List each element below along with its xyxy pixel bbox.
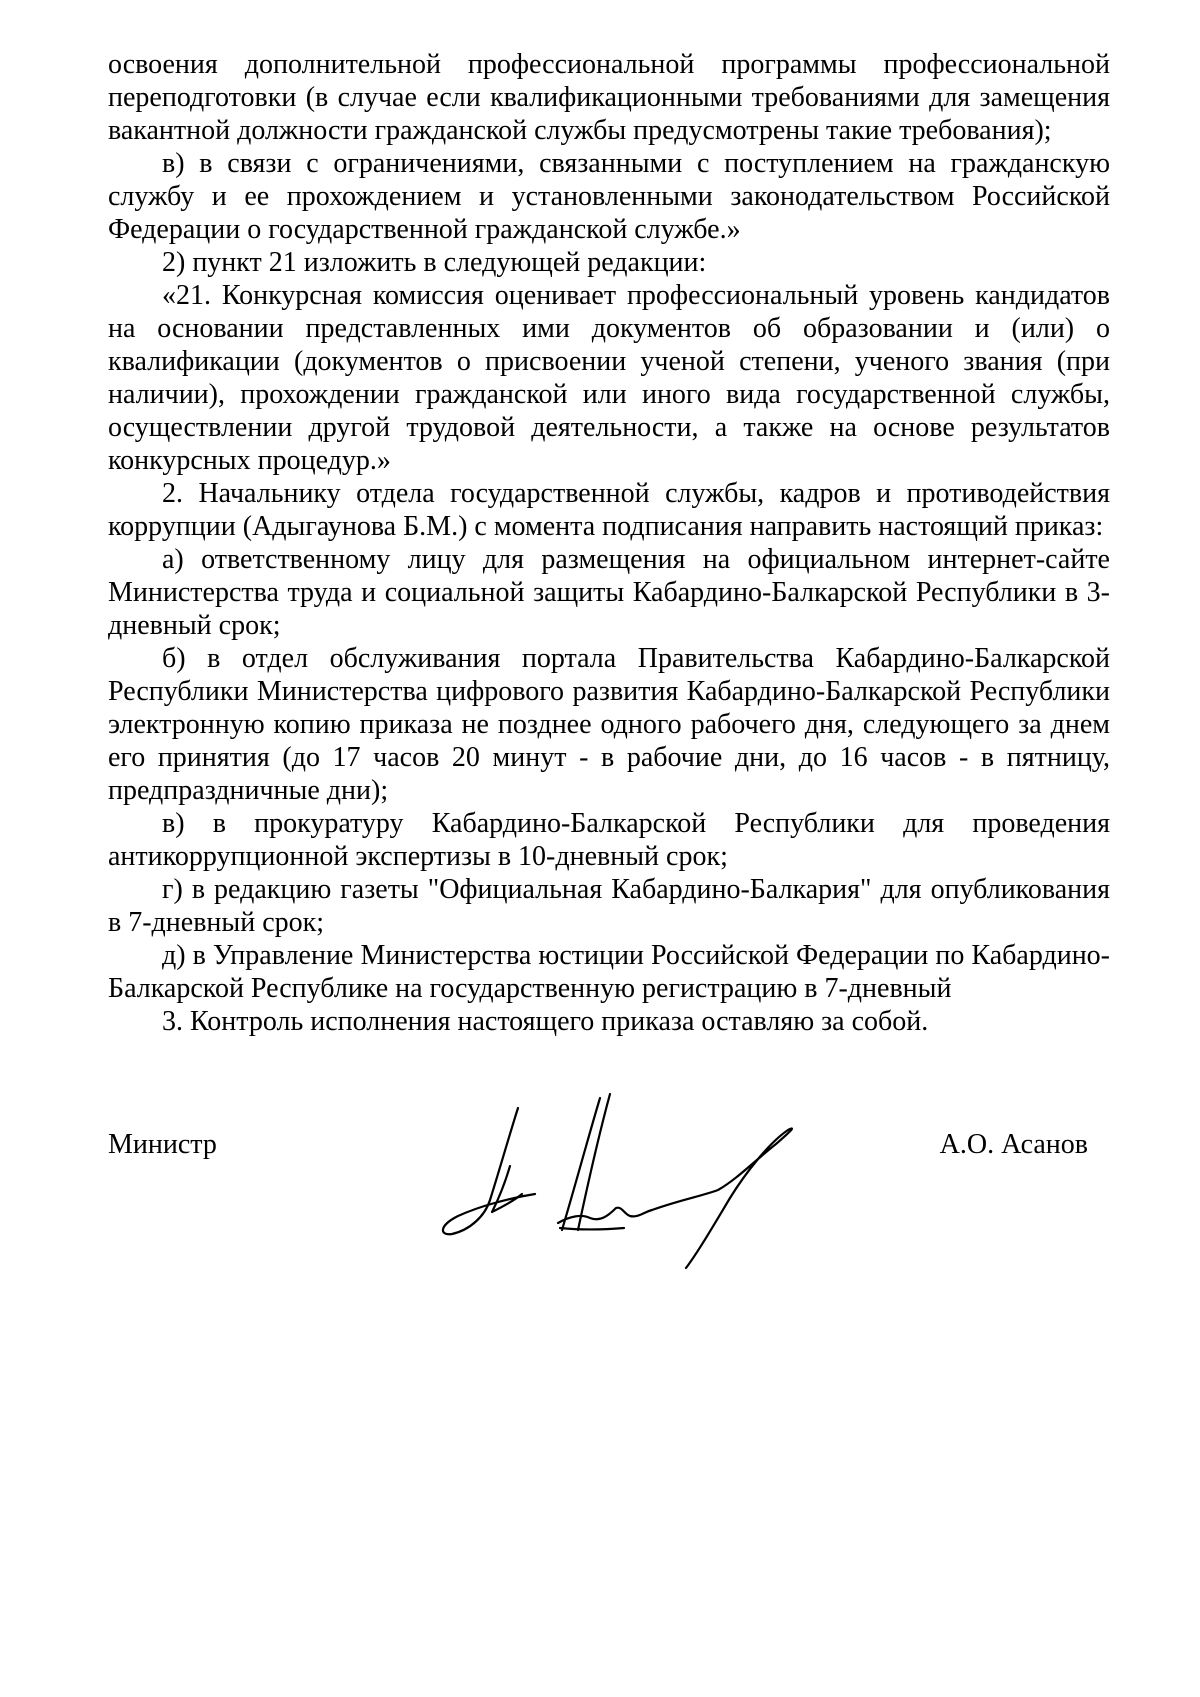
paragraph: освоения дополнительной профессиональной программы профессиональной переподготовки (в случае если квалификационными требованиями для замещения вакантной должности гражданской службы предусмотрены такие требования); xyxy=(108,49,1110,146)
handwritten-signature xyxy=(440,1088,840,1278)
signature-block xyxy=(0,1110,1200,1270)
paragraph: в) в связи с ограничениями, связанными с поступлением на гражданскую службу и ее прохождением и установленными законодательством Российской Федерации о государственной гражданской службе.» xyxy=(108,148,1110,245)
paragraph: 2. Начальнику отдела государственной службы, кадров и противодействия коррупции (Адыгаунова Б.М.) с момента подписания направить настоящий приказ: xyxy=(108,478,1110,542)
paragraph: 2) пункт 21 изложить в следующей редакции: xyxy=(162,247,707,278)
signatory-title: Министр xyxy=(108,1129,217,1160)
paragraph: в) в прокуратуру Кабардино-Балкарской Республики для проведения антикоррупционной экспертизы в 10-дневный срок; xyxy=(108,808,1110,872)
document-body xyxy=(108,48,1110,1038)
paragraph: 3. Контроль исполнения настоящего приказа оставляю за собой. xyxy=(162,1006,929,1037)
paragraph: д) в Управление Министерства юстиции Российской Федерации по Кабардино-Балкарской Республике на государственную регистрацию в 7-дневный xyxy=(108,940,1110,1004)
paragraph: г) в редакцию газеты "Официальная Кабардино-Балкария" для опубликования в 7-дневный срок; xyxy=(108,874,1110,938)
signatory-name: А.О. Асанов xyxy=(939,1129,1088,1160)
paragraph: «21. Конкурсная комиссия оценивает профессиональный уровень кандидатов на основании представленных ими документов об образовании и (или) о квалификации (документов о присвоении ученой степени, ученого звания (при наличии), прохождении гражданской или иного вида государственной службы, осуществлении другой трудовой деятельности, а также на основе результатов конкурсных процедур.» xyxy=(108,280,1110,476)
paragraph: а) ответственному лицу для размещения на официальном интернет-сайте Министерства труда и социальной защиты Кабардино-Балкарской Республики в 3-дневный срок; xyxy=(108,544,1110,641)
paragraph: б) в отдел обслуживания портала Правительства Кабардино-Балкарской Республики Министерства цифрового развития Кабардино-Балкарской Республики электронную копию приказа не позднее одного рабочего дня, следующего за днем его принятия (до 17 часов 20 минут - в рабочие дни, до 16 часов - в пятницу, предпраздничные дни); xyxy=(108,643,1110,806)
